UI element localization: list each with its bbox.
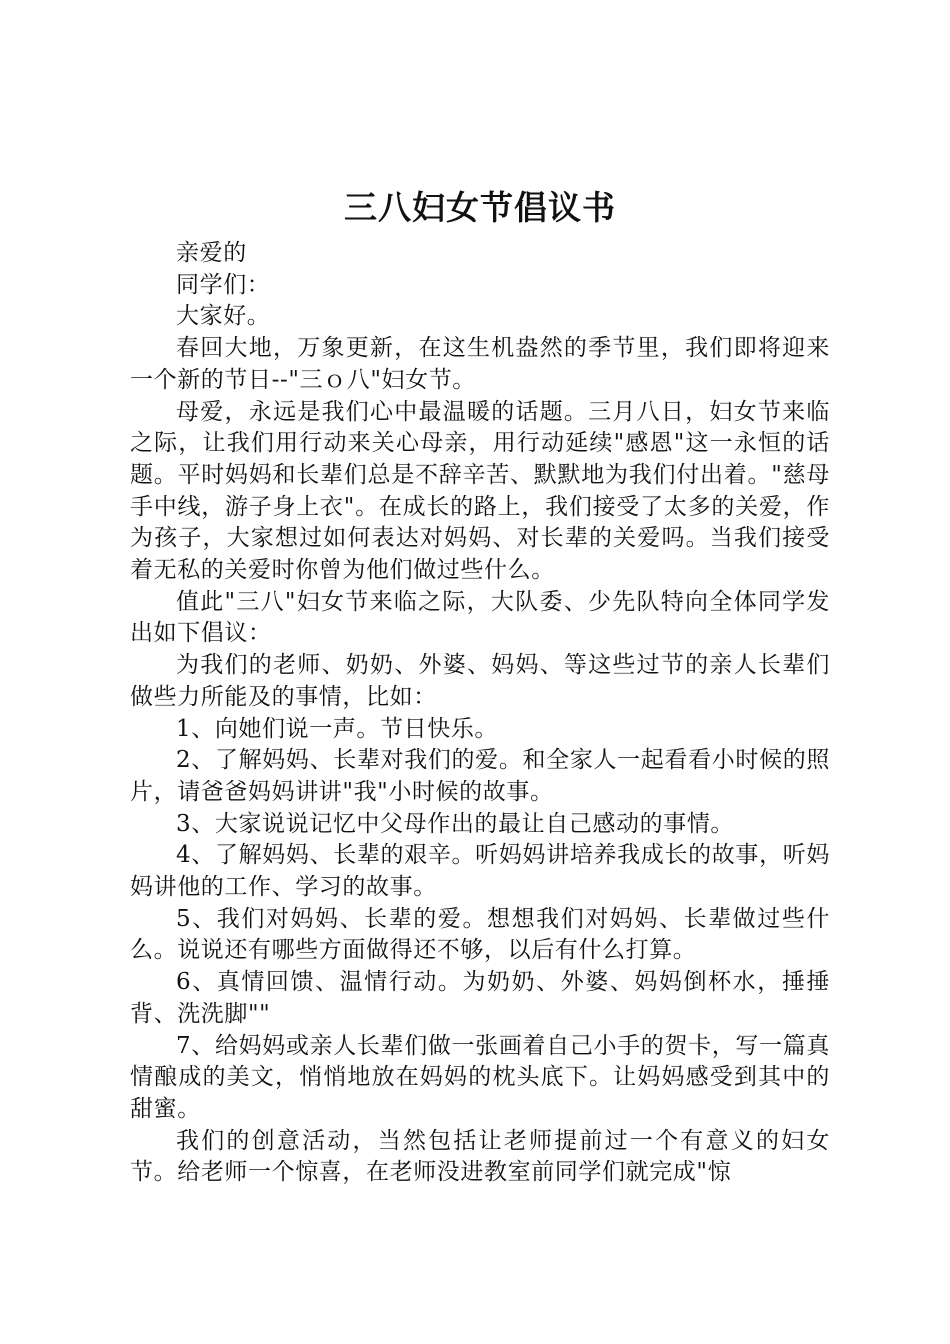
paragraph-salutation-1: 亲爱的 <box>176 240 247 266</box>
list-item-4: 4、了解妈妈、长辈的艰辛。听妈妈讲培养我成长的故事，听妈妈讲他的工作、学习的故事。 <box>130 842 830 901</box>
document-page <box>130 180 830 1189</box>
list-item-6: 6、真情回馈、温情行动。为奶奶、外婆、妈妈倒杯水，捶捶背、洗洗脚"" <box>130 969 830 1027</box>
list-item-2: 2、了解妈妈、长辈对我们的爱。和全家人一起看看小时候的照片，请爸爸妈妈讲讲"我"小时候的故事。 <box>130 747 830 805</box>
paragraph-creative-activity: 我们的创意活动，当然包括让老师提前过一个有意义的妇女节。给老师一个惊喜，在老师没进教室前同学们就完成"惊 <box>130 1127 830 1186</box>
list-item-5: 5、我们对妈妈、长辈的爱。想想我们对妈妈、长辈做过些什么。说说还有哪些方面做得还不够，以后有什么打算。 <box>130 905 830 964</box>
paragraph-intro: 春回大地，万象更新，在这生机盎然的季节里，我们即将迎来一个新的节日--"三ｏ八"妇女节。 <box>130 335 830 393</box>
list-item-7: 7、给妈妈或亲人长辈们做一张画着自己小手的贺卡，写一篇真情酿成的美文，悄悄地放在妈妈的枕头底下。让妈妈感受到其中的甜蜜。 <box>130 1032 830 1122</box>
document-body <box>130 238 830 1189</box>
list-item-1: 1、向她们说一声。节日快乐。 <box>176 715 499 742</box>
paragraph-mothers-love: 母爱，永远是我们心中最温暖的话题。三月八日，妇女节来临之际，让我们用行动来关心母亲，用行动延续"感恩"这一永恒的话题。平时妈妈和长辈们总是不辞辛苦、默默地为我们付出着。"慈母手中线，游子身上衣"。在成长的路上，我们接受了太多的关爱，作为孩子，大家想过如何表达对妈妈、对长辈的关爱吗。当我们接受着无私的关爱时你曾为他们做过些什么。 <box>130 398 830 584</box>
paragraph-suggestion: 为我们的老师、奶奶、外婆、妈妈、等这些过节的亲人长辈们做些力所能及的事情，比如： <box>130 652 830 710</box>
list-item-3: 3、大家说说记忆中父母作出的最让自己感动的事情。 <box>176 810 735 837</box>
paragraph-greeting: 大家好。 <box>176 303 271 330</box>
paragraph-salutation-2: 同学们： <box>176 271 271 298</box>
paragraph-proposal: 值此"三八"妇女节来临之际，大队委、少先队特向全体同学发出如下倡议： <box>130 588 830 647</box>
document-title: 三八妇女节倡议书 <box>344 188 616 227</box>
